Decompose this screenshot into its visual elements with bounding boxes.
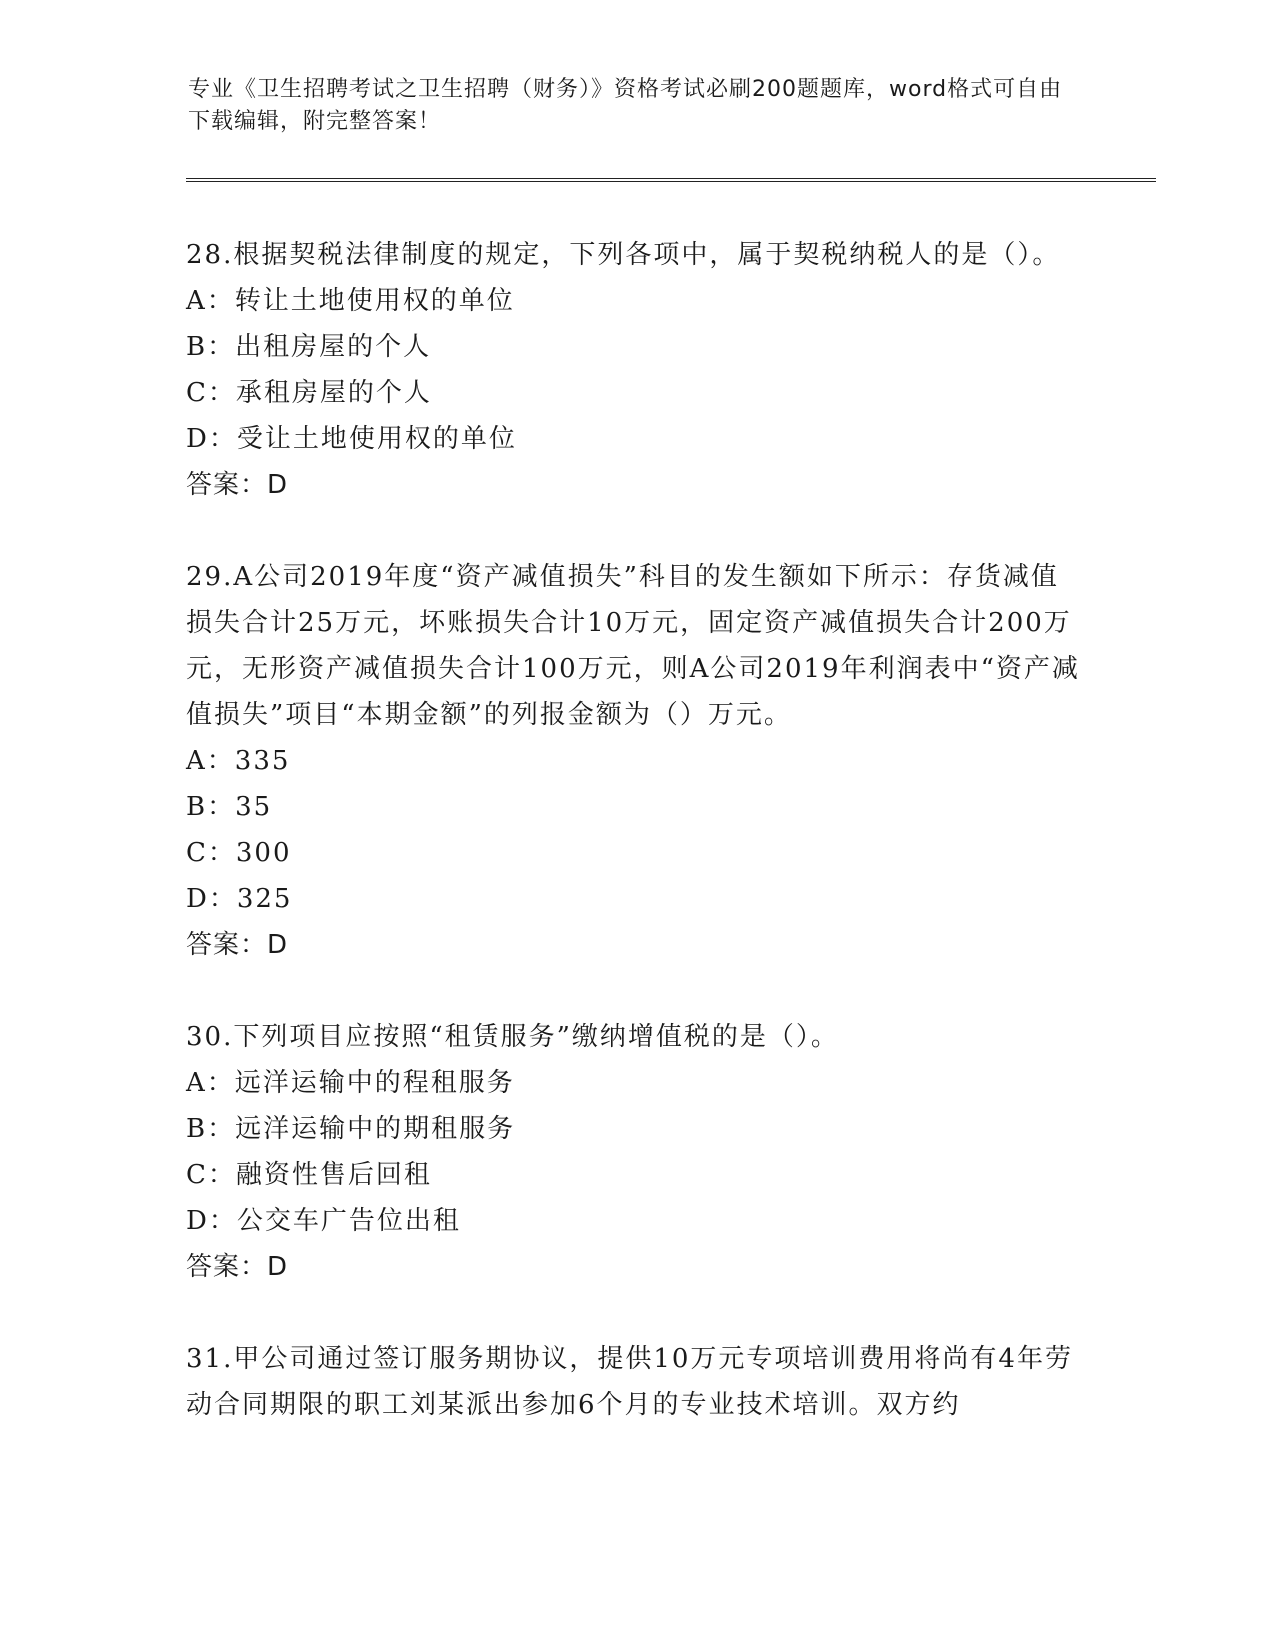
answer-line: 答案：D <box>186 470 289 500</box>
option-a: A：转让土地使用权的单位 <box>186 286 515 316</box>
spacer <box>186 968 1086 1014</box>
question-31 <box>186 1336 1086 1428</box>
question-stem: 31.甲公司通过签订服务期协议，提供10万元专项培训费用将尚有4年劳动合同期限的职工刘某派出参加6个月的专业技术培训。双方约 <box>186 1344 1073 1420</box>
option-b: B：远洋运输中的期租服务 <box>186 1114 516 1144</box>
question-stem: 29.A公司2019年度“资产减值损失”科目的发生额如下所示：存货减值损失合计25万元，坏账损失合计10万元，固定资产减值损失合计200万元，无形资产减值损失合计100万元，则A公司2019年利润表中“资产减值损失”项目“本期金额”的列报金额为（）万元。 <box>186 562 1080 730</box>
option-d: D：325 <box>186 884 293 914</box>
option-d: D：受让土地使用权的单位 <box>186 424 517 454</box>
question-29 <box>186 554 1086 968</box>
option-b: B：出租房屋的个人 <box>186 332 432 362</box>
option-a: A：335 <box>186 746 291 776</box>
option-d: D：公交车广告位出租 <box>186 1206 461 1236</box>
option-b: B：35 <box>186 792 273 822</box>
option-c: C：承租房屋的个人 <box>186 378 432 408</box>
document-header: 专业《卫生招聘考试之卫生招聘（财务）》资格考试必刷200题题库，word格式可自由下载编辑，附完整答案！ <box>188 77 1063 134</box>
option-c: C：融资性售后回租 <box>186 1160 432 1190</box>
header-divider <box>186 178 1156 182</box>
question-list <box>186 232 1086 1428</box>
question-stem: 28.根据契税法律制度的规定，下列各项中，属于契税纳税人的是（）。 <box>186 240 1061 270</box>
answer-line: 答案：D <box>186 1252 289 1282</box>
spacer <box>186 508 1086 554</box>
spacer <box>186 1290 1086 1336</box>
answer-line: 答案：D <box>186 930 289 960</box>
question-28 <box>186 232 1086 508</box>
question-stem: 30.下列项目应按照“租赁服务”缴纳增值税的是（）。 <box>186 1022 839 1052</box>
option-c: C：300 <box>186 838 292 868</box>
question-30 <box>186 1014 1086 1290</box>
option-a: A：远洋运输中的程租服务 <box>186 1068 515 1098</box>
